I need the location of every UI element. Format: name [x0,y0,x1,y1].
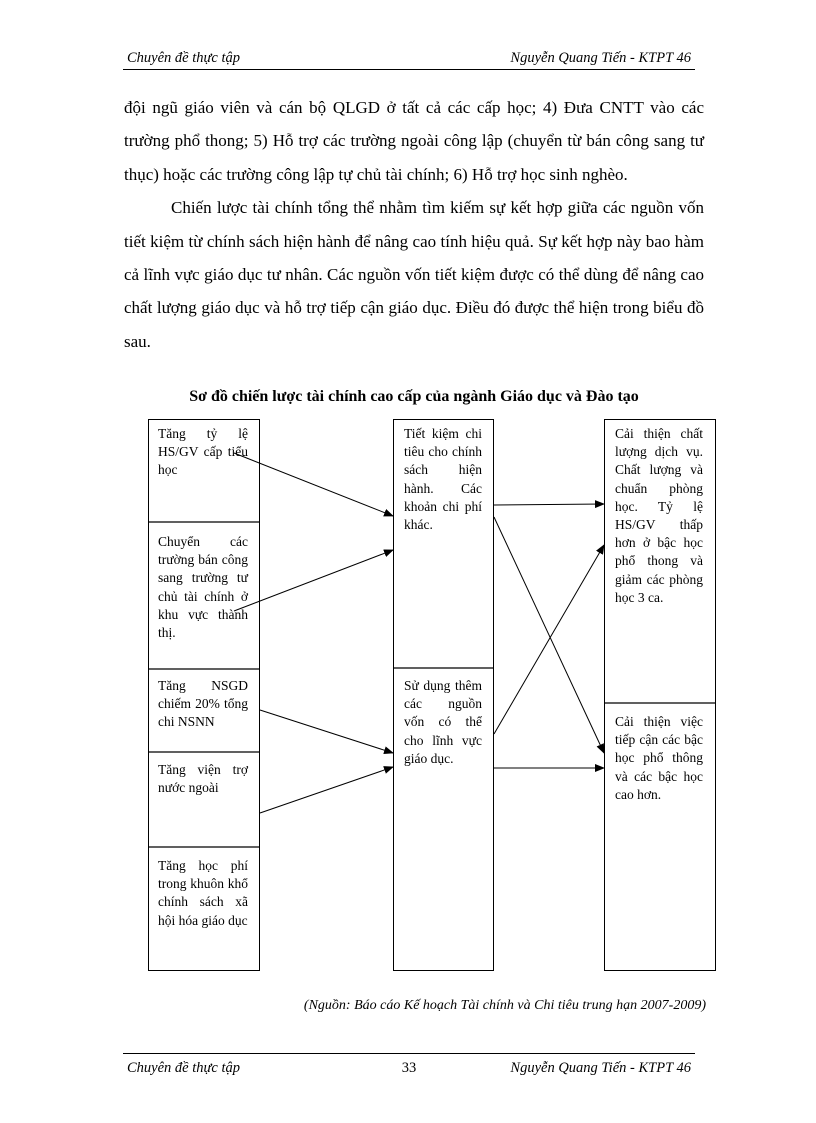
left-item-2: Chuyển các trường bán công sang trường tư chủ tài chính ở khu vực thành thị. [158,534,248,641]
footer-rule [123,1053,695,1054]
diagram-title: Sơ đồ chiến lược tài chính cao cấp của ngành Giáo dục và Đào tạo [189,388,639,405]
middle-item-2: Sử dụng thêm các nguồn vốn có thể cho lĩnh vực giáo dục. [404,678,482,766]
arrow-mid2-right1 [494,545,604,734]
arrow-left3-mid2 [260,710,393,753]
footer-right: Nguyễn Quang Tiến - KTPT 46 [510,1060,691,1076]
arrow-mid1-right2 [494,517,604,753]
right-item-1: Cải thiện chất lượng dịch vụ. Chất lượng và chuẩn phòng học. Tỷ lệ HS/GV thấp hơn ở bậc học phổ thong và giảm các phòng học 3 ca. [615,426,703,605]
left-item-3: Tăng NSGD chiếm 20% tổng chi NSNN [158,678,248,730]
right-item-2: Cải thiện việc tiếp cận các bậc học phổ thông và các bậc học cao hơn. [615,714,703,802]
left-item-5: Tăng học phí trong khuôn khổ chính sách xã hội hóa giáo dục [158,858,248,928]
paragraph-2: Chiến lược tài chính tổng thể nhằm tìm kiếm sự kết hợp giữa các nguồn vốn tiết kiệm từ chính sách hiện hành để nâng cao tính hiệu quả. Sự kết hợp này bao hàm cả lĩnh vực giáo dục tư nhân. Các nguồn vốn tiết kiệm được có thể dùng để nâng cao chất lượng giáo dục và hỗ trợ tiếp cận giáo dục. Điều đó được thể hiện trong biểu đồ sau. [124,198,704,351]
header-right: Nguyễn Quang Tiến - KTPT 46 [510,50,691,66]
arrow-left1-mid1 [234,453,393,516]
arrow-mid1-right1 [494,504,604,505]
middle-item-1: Tiết kiệm chi tiêu cho chính sách hiện hành. Các khoản chi phí khác. [404,426,482,533]
left-item-1: Tăng tỷ lệ HS/GV cấp tiểu học [158,426,248,478]
paragraph-1: đội ngũ giáo viên và cán bộ QLGD ở tất cả các cấp học; 4) Đưa CNTT vào các trường phổ thong; 5) Hỗ trợ các trường ngoài công lập (chuyển từ bán công sang tư thục) hoặc các trường công lập tự chủ tài chính; 6) Hỗ trợ học sinh nghèo. [124,98,704,184]
footer-left: Chuyên đề thực tập [127,1060,241,1076]
header-left: Chuyên đề thực tập [127,50,241,66]
source-note: (Nguồn: Báo cáo Kế hoạch Tài chính và Chi tiêu trung hạn 2007-2009) [303,998,706,1013]
arrow-left2-mid1 [234,550,393,611]
page-number: 33 [401,1060,417,1076]
left-item-4: Tăng viện trợ nước ngoài [158,762,248,796]
arrow-left4-mid2 [260,767,393,813]
